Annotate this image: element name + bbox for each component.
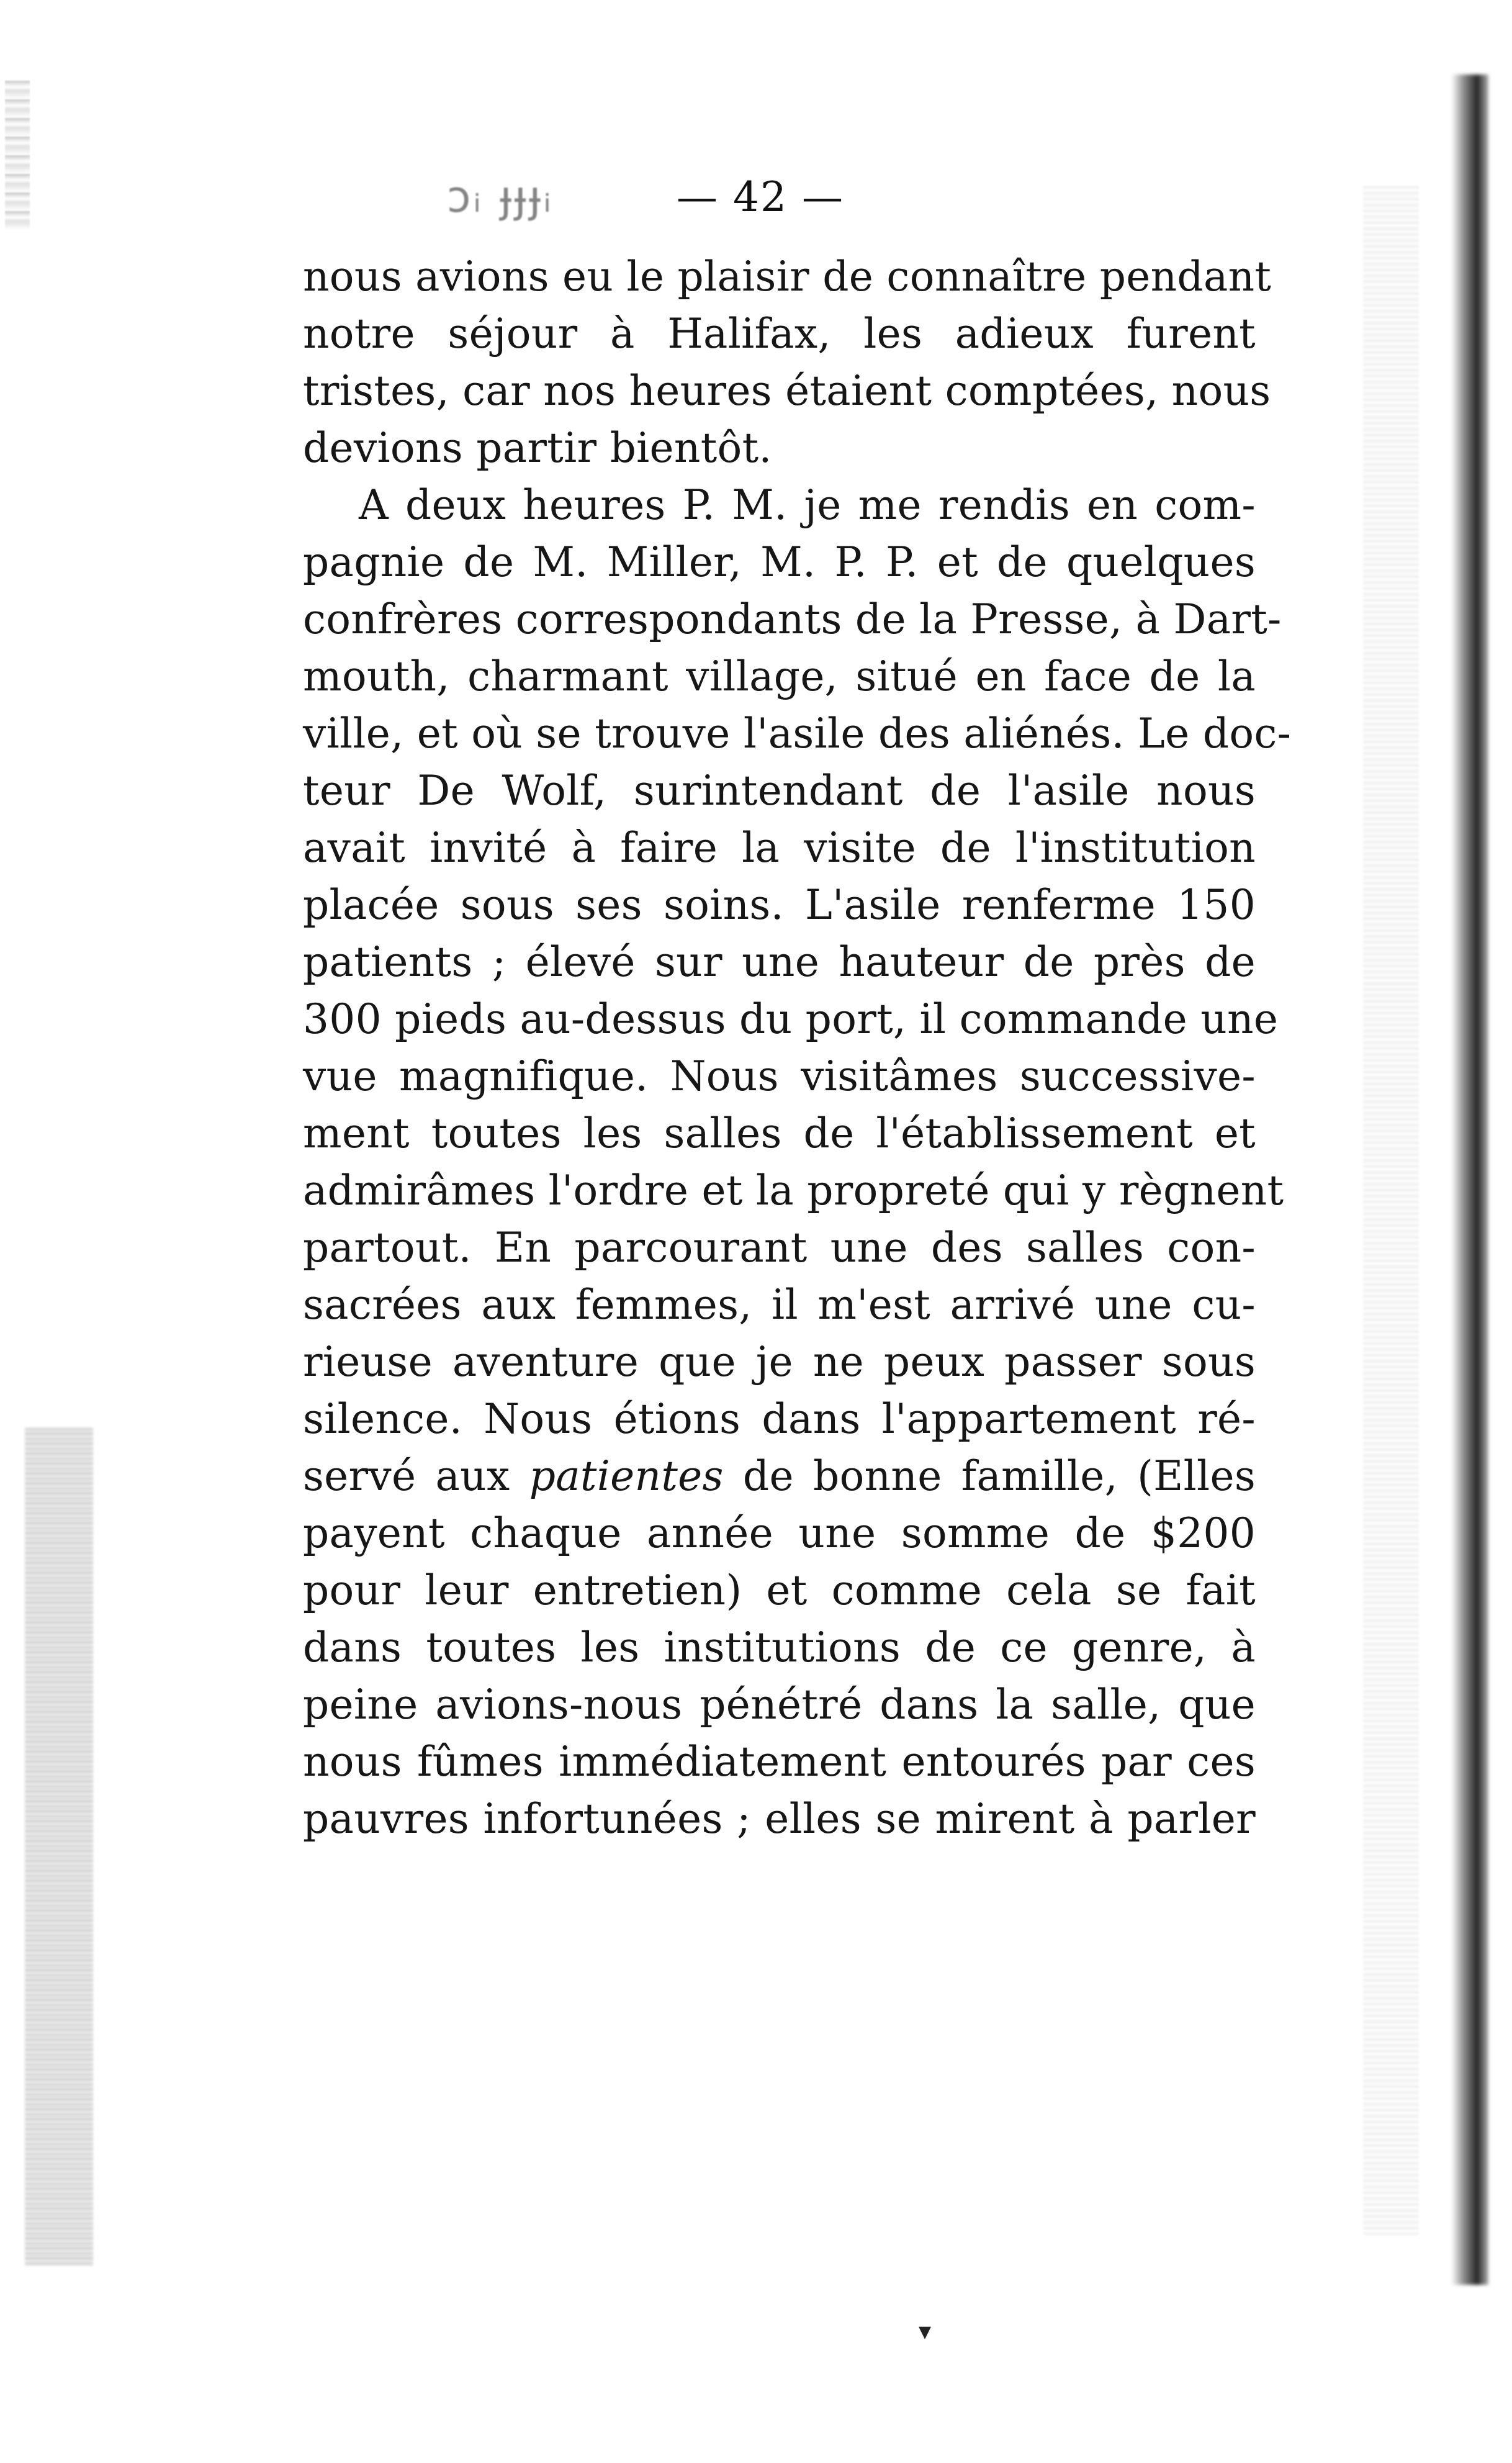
scan-left-mark	[5, 81, 30, 230]
text-line: silence. Nous étions dans l'appartement ré-	[303, 1395, 1256, 1443]
text-line: devions partir bientôt.	[303, 424, 772, 472]
text-line: nous fûmes immédiatement entourés par ces	[303, 1738, 1256, 1786]
text-fragment: de bonne famille, (Elles	[742, 1452, 1256, 1500]
page-number: — 42 —	[677, 173, 844, 221]
text-line: peine avions-nous pénétré dans la salle, que	[303, 1681, 1256, 1729]
text-line: teur De Wolf, surintendant de l'asile nous	[303, 767, 1256, 815]
text-line: tristes, car nos heures étaient comptées, nous	[303, 367, 1271, 415]
text-line: 300 pieds au-dessus du port, il commande une	[303, 995, 1279, 1043]
text-fragment: servé aux	[303, 1452, 510, 1500]
page-header	[447, 163, 943, 231]
text-line: avait invité à faire la visite de l'institution	[303, 824, 1256, 872]
text-line: vue magnifique. Nous visitâmes successive-	[303, 1052, 1256, 1100]
text-line: A deux heures P. M. je me rendis en com-	[359, 481, 1256, 529]
footer-mark: ▾	[919, 2317, 932, 2346]
text-line: pour leur entretien) et comme cela se fait	[303, 1566, 1256, 1614]
text-line: confrères correspondants de la Presse, à Dart-	[303, 595, 1282, 643]
scan-left-edge-noise	[25, 1428, 93, 2266]
text-line: sacrées aux femmes, il m'est arrivé une cu-	[303, 1281, 1256, 1329]
italic-word: patientes	[529, 1452, 724, 1500]
text-line-with-italic	[303, 1448, 1256, 1505]
text-line: payent chaque année une somme de $200	[303, 1509, 1256, 1557]
faded-stamp: ↄᵢ ɟɟɟᵢ	[447, 171, 554, 222]
scan-binding-shadow	[1451, 75, 1488, 2285]
text-line: admirâmes l'ordre et la propreté qui y règnent	[303, 1167, 1284, 1214]
text-line: ment toutes les salles de l'établissement et	[303, 1109, 1256, 1157]
text-line: notre séjour à Halifax, les adieux furent	[303, 310, 1256, 358]
scan-binding-speckle	[1363, 186, 1419, 2235]
text-line: dans toutes les institutions de ce genre, à	[303, 1624, 1256, 1671]
text-line: rieuse aventure que je ne peux passer sous	[303, 1338, 1256, 1386]
text-line: ville, et où se trouve l'asile des aliénés. Le doc-	[303, 710, 1292, 757]
text-line: partout. En parcourant une des salles con-	[303, 1224, 1256, 1272]
text-line: patients ; élevé sur une hauteur de près de	[303, 938, 1256, 986]
text-line: pauvres infortunées ; elles se mirent à parler	[303, 1795, 1256, 1843]
text-line: placée sous ses soins. L'asile renferme 150	[303, 881, 1256, 929]
body-text	[303, 248, 1292, 1848]
text-line: pagnie de M. Miller, M. P. P. et de quelques	[303, 538, 1256, 586]
text-line: nous avions eu le plaisir de connaître pendant	[303, 253, 1272, 301]
text-line: mouth, charmant village, situé en face de la	[303, 653, 1256, 700]
